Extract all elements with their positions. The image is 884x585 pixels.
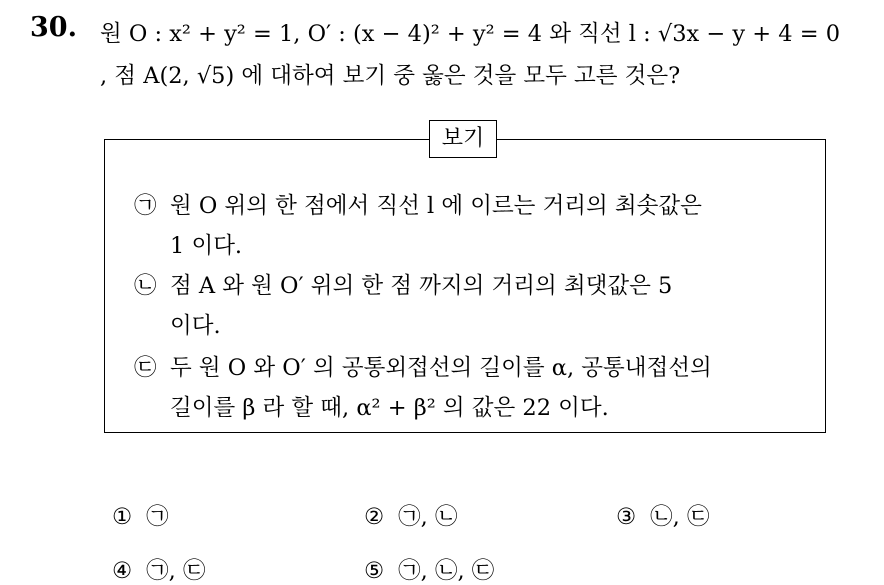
choice-5[interactable]	[364, 553, 494, 585]
item-text-line-2: 이다.	[170, 313, 221, 339]
choice-3[interactable]	[616, 499, 709, 531]
item-text-line-2: 길이를 β 라 할 때, α² + β² 의 값은 22 이다.	[170, 395, 609, 421]
item-mark: ㉡	[134, 273, 157, 299]
choice-number: ⑤	[364, 558, 385, 584]
bogi-item-1	[134, 186, 702, 266]
choice-4[interactable]	[112, 553, 205, 585]
choice-text: ㉠, ㉡, ㉢	[398, 558, 495, 584]
choice-number: ②	[364, 504, 385, 530]
item-text-line-1: 점 A 와 원 O′ 위의 한 점 까지의 거리의 최댓값은 5	[170, 273, 673, 299]
choice-text: ㉠	[146, 504, 169, 530]
item-text-line-2: 1 이다.	[170, 233, 243, 259]
choice-text: ㉠, ㉢	[146, 558, 206, 584]
item-text-line-1: 원 O 위의 한 점에서 직선 l 에 이르는 거리의 최솟값은	[170, 193, 702, 219]
choice-1[interactable]	[112, 499, 169, 531]
choice-text: ㉡, ㉢	[650, 504, 710, 530]
choice-2[interactable]	[364, 499, 457, 531]
choice-number: ①	[112, 504, 133, 530]
choice-number: ④	[112, 558, 133, 584]
bogi-title: 보기	[429, 120, 497, 158]
item-mark: ㉢	[134, 355, 157, 381]
choice-number: ③	[616, 504, 637, 530]
bogi-item-2	[134, 266, 672, 346]
question-number: 30.	[30, 12, 77, 43]
question-text-line-2: , 점 A(2, √5) 에 대하여 보기 중 옳은 것을 모두 고른 것은?	[100, 63, 681, 89]
item-mark: ㉠	[134, 193, 157, 219]
choice-text: ㉠, ㉡	[398, 504, 458, 530]
item-text-line-1: 두 원 O 와 O′ 의 공통외접선의 길이를 α, 공통내접선의	[170, 355, 712, 381]
question-text-line-1: 원 O : x² + y² = 1, O′ : (x − 4)² + y² = 4 와 직선 l : √3x − y + 4 = 0	[100, 21, 841, 47]
bogi-item-3	[134, 348, 712, 428]
